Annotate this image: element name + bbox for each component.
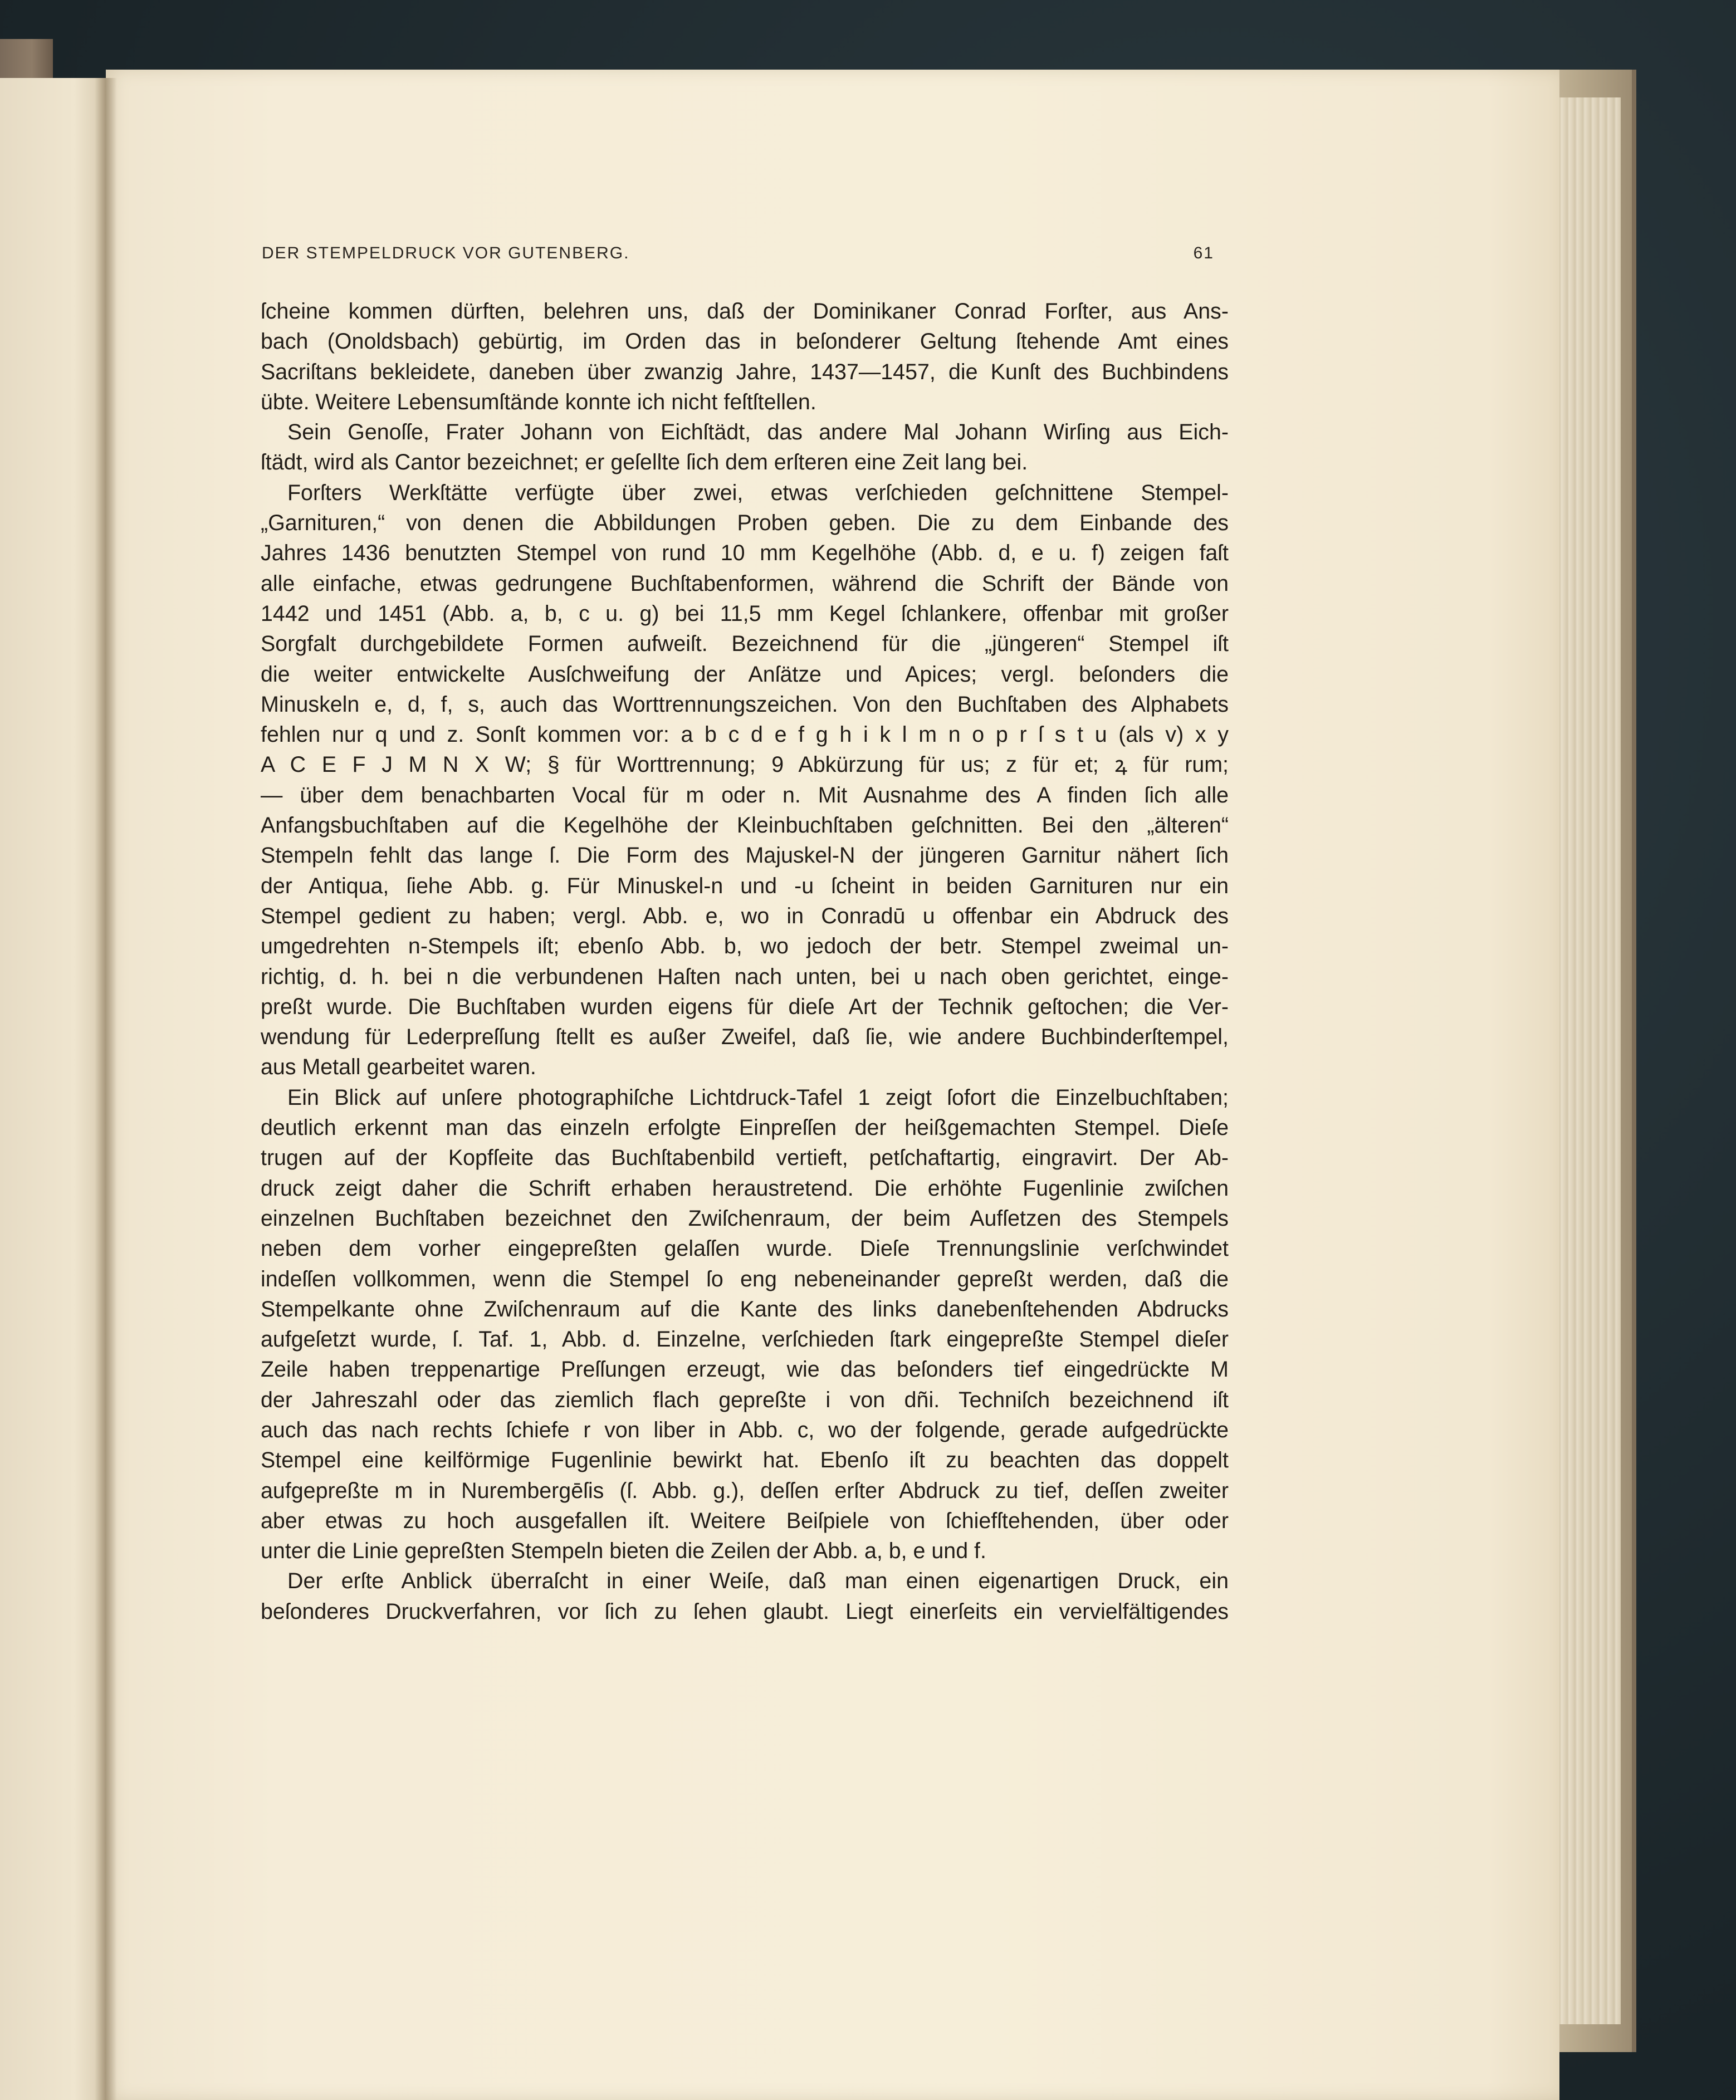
page-number: 61: [1193, 244, 1214, 262]
text-line: Zeile haben treppenartige Preſſungen erzeugt, wie das beſonders tief eingedrückte M: [261, 1357, 1229, 1382]
text-line: übte. Weitere Lebensumſtände konnte ich nicht feſtſtellen.: [261, 389, 816, 414]
text-line: indeſſen vollkommen, wenn die Stempel ſo eng nebeneinander gepreßt werden, daß die: [261, 1266, 1229, 1291]
text-line: unter die Linie gepreßten Stempeln bieten die Zeilen der Abb. a, b, e und f.: [261, 1539, 986, 1564]
page-gutter-shadow: [95, 78, 117, 2100]
text-line: Sorgfalt durchgebildete Formen aufweiſt. Bezeichnend für die „jüngeren“ Stempel iſt: [261, 632, 1229, 657]
text-line: Stempeln fehlt das lange ſ. Die Form des Majuskel-N der jüngeren Garnitur nähert ſich: [261, 843, 1229, 868]
text-line: Ein Blick auf unſere photographiſche Lichtdruck-Tafel 1 zeigt ſofort die Einzelbuchſtaben;: [287, 1085, 1229, 1110]
text-line: 1442 und 1451 (Abb. a, b, c u. g) bei 11,5 mm Kegel ſchlankere, offenbar mit großer: [261, 601, 1229, 626]
text-line: der Jahreszahl oder das ziemlich flach gepreßte i von dñi. Techniſch bezeichnend iſt: [261, 1387, 1229, 1412]
text-line: die weiter entwickelte Ausſchweifung der Anſätze und Apices; vergl. beſonders die: [261, 662, 1229, 687]
text-line: Minuskeln e, d, f, s, auch das Worttrennungszeichen. Von den Buchſtaben des Alphabets: [261, 692, 1229, 717]
text-line: der Antiqua, ſiehe Abb. g. Für Minuskel-n und -u ſcheint in beiden Garnituren nur ein: [261, 873, 1229, 898]
text-line: deutlich erkennt man das einzeln erfolgte Einpreſſen der heißgemachten Stempel. Dieſe: [261, 1115, 1229, 1140]
body-text: [261, 296, 1229, 1627]
running-head-title: DER STEMPELDRUCK VOR GUTENBERG.: [262, 244, 630, 262]
running-head: [262, 244, 1225, 277]
text-line: aufgepreßte m in Nurembergēſis (ſ. Abb. g.), deſſen erſter Abdruck zu tief, deſſen zweiter: [261, 1478, 1229, 1503]
text-line: beſonderes Druckverfahren, vor ſich zu ſehen glaubt. Liegt einerſeits ein vervielfältigendes: [261, 1599, 1229, 1624]
text-line: preßt wurde. Die Buchſtaben wurden eigens für dieſe Art der Technik geſtochen; die Ver-: [261, 994, 1229, 1019]
text-line: — über dem benachbarten Vocal für m oder n. Mit Ausnahme des A finden ſich alle: [261, 782, 1229, 807]
left-facing-page: [0, 78, 106, 2100]
text-line: trugen auf der Kopfſeite das Buchſtabenbild vertieft, petſchaftartig, eingravirt. Der Ab-: [261, 1146, 1229, 1171]
text-line: Sein Genoſſe, Frater Johann von Eichſtädt, das andere Mal Johann Wirſing aus Eich-: [287, 420, 1229, 445]
text-line: Anfangsbuchſtaben auf die Kegelhöhe der Kleinbuchſtaben geſchnitten. Bei den „älteren“: [261, 813, 1229, 838]
text-line: fehlen nur q und z. Sonſt kommen vor: a b c d e f g h i k l m n o p r ſ s t u (als v) x y: [261, 722, 1229, 747]
text-line: aufgeſetzt wurde, ſ. Taf. 1, Abb. d. Einzelne, verſchieden ſtark eingepreßte Stempel dieſer: [261, 1327, 1229, 1352]
text-line: Der erſte Anblick überraſcht in einer Weiſe, daß man einen eigenartigen Druck, ein: [287, 1569, 1229, 1594]
text-line: einzelnen Buchſtaben bezeichnet den Zwiſchenraum, der beim Aufſetzen des Stempels: [261, 1206, 1229, 1231]
text-line: Stempelkante ohne Zwiſchenraum auf die Kante des links danebenſtehenden Abdrucks: [261, 1296, 1229, 1321]
text-line: druck zeigt daher die Schrift erhaben heraustretend. Die erhöhte Fugenlinie zwiſchen: [261, 1176, 1229, 1201]
text-line: Sacriſtans bekleidete, daneben über zwanzig Jahre, 1437—1457, die Kunſt des Buchbindens: [261, 359, 1229, 384]
text-line: neben dem vorher eingepreßten gelaſſen wurde. Dieſe Trennungslinie verſchwindet: [261, 1236, 1229, 1261]
page-fore-edge: [1554, 97, 1621, 2024]
text-line: aber etwas zu hoch ausgefallen iſt. Weitere Beiſpiele von ſchiefſtehenden, über oder: [261, 1508, 1229, 1533]
text-line: Stempel eine keilförmige Fugenlinie bewirkt hat. Ebenſo iſt zu beachten das doppelt: [261, 1448, 1229, 1473]
text-line: ſtädt, wird als Cantor bezeichnet; er geſellte ſich dem erſteren eine Zeit lang bei.: [261, 450, 1028, 475]
text-line: wendung für Lederpreſſung ſtellt es außer Zweifel, daß ſie, wie andere Buchbinderſtempel,: [261, 1025, 1229, 1050]
text-line: umgedrehten n-Stempels iſt; ebenſo Abb. b, wo jedoch der betr. Stempel zweimal un-: [261, 934, 1229, 959]
text-line: A C E F J M N X W; § für Worttrennung; 9 Abkürzung für us; z für et; ꝝ für rum;: [261, 752, 1229, 777]
text-line: alle einfache, etwas gedrungene Buchſtabenformen, während die Schrift der Bände von: [261, 571, 1229, 596]
text-line: Stempel gedient zu haben; vergl. Abb. e, wo in Conradū u offenbar ein Abdruck des: [261, 903, 1229, 928]
text-line: bach (Onoldsbach) gebürtig, im Orden das in beſonderer Geltung ſtehende Amt eines: [261, 329, 1229, 354]
text-line: „Garnituren,“ von denen die Abbildungen Proben geben. Die zu dem Einbande des: [261, 511, 1229, 536]
text-line: ſcheine kommen dürften, belehren uns, daß der Dominikaner Conrad Forſter, aus Ans-: [261, 299, 1229, 324]
text-line: aus Metall gearbeitet waren.: [261, 1055, 536, 1080]
text-line: Jahres 1436 benutzten Stempel von rund 10 mm Kegelhöhe (Abb. d, e u. f) zeigen faſt: [261, 541, 1229, 566]
text-line: auch das nach rechts ſchiefe r von liber in Abb. c, wo der folgende, gerade aufgedrückte: [261, 1417, 1229, 1442]
text-line: Forſters Werkſtätte verfügte über zwei, etwas verſchieden geſchnittene Stempel-: [287, 480, 1229, 505]
text-line: richtig, d. h. bei n die verbundenen Haſten nach unten, bei u nach oben gerichtet, einge-: [261, 964, 1229, 989]
